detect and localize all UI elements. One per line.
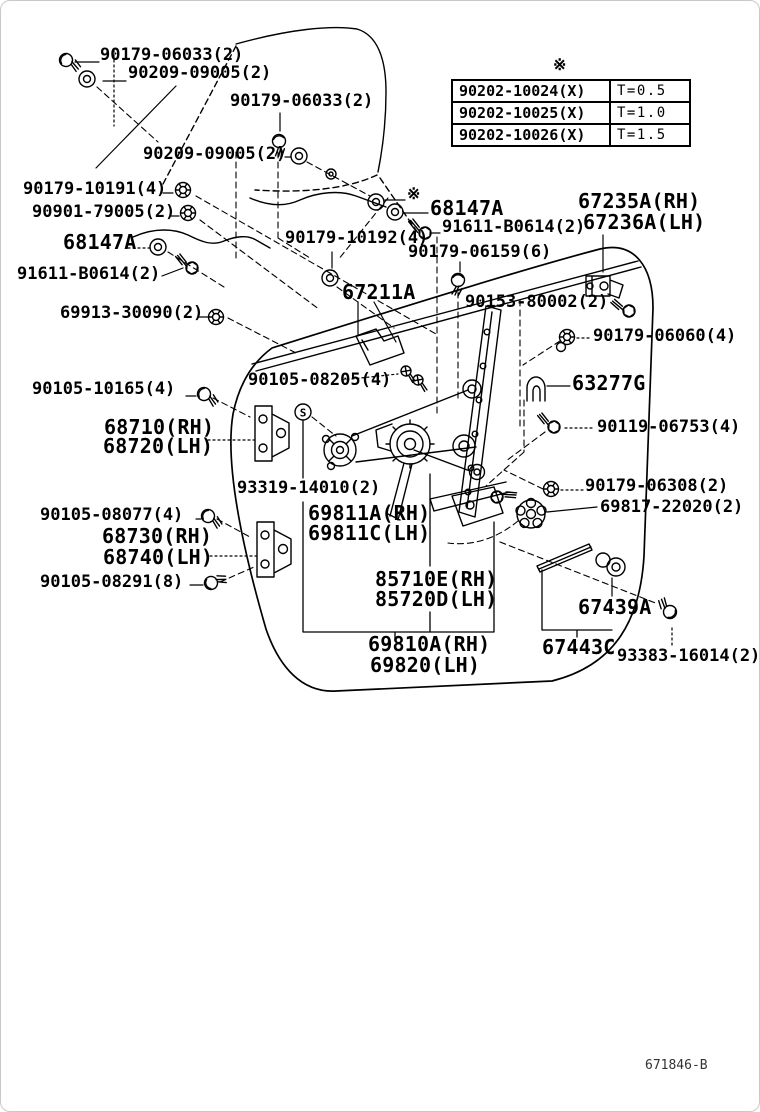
part-label: 85710E(RH): [375, 567, 498, 591]
part-label: 90179-06060(4): [593, 326, 737, 346]
table-thickness: T=1.5: [609, 125, 689, 145]
table-row: [453, 123, 689, 145]
part-label: 90179-10191(4): [23, 179, 167, 199]
part-label: 90105-08291(8): [40, 572, 184, 592]
part-label: 67211A: [342, 280, 416, 304]
nut-icon: [176, 183, 191, 198]
part-label: 68730(RH): [102, 524, 213, 548]
part-label: 69913-30090(2): [60, 303, 204, 323]
part-label: 91611-B0614(2): [442, 217, 586, 237]
part-label: 69810A(RH): [368, 632, 491, 656]
part-label: 90179-06159(6): [408, 242, 552, 262]
part-label: 68710(RH): [104, 415, 215, 439]
bolt-icon: [534, 411, 562, 436]
washer-icon: [291, 148, 307, 164]
table-row: [453, 101, 689, 123]
knob-69817: [516, 499, 546, 529]
screw-icon: [202, 570, 228, 591]
part-label: 90105-08205(4): [248, 370, 392, 390]
figure-code: 671846-B: [645, 1058, 708, 1073]
nut-icon: [209, 310, 224, 325]
part-label: 90179-06033(2): [100, 45, 244, 65]
part-label: 90179-10192(4): [285, 228, 429, 248]
s-marker-icon: [295, 404, 311, 420]
grommet-icon: [387, 204, 403, 220]
part-label: 69811C(LH): [308, 521, 431, 545]
part-label: 67236A(LH): [583, 210, 706, 234]
door-hinge-upper: [255, 406, 289, 461]
part-label: 90105-08077(4): [40, 505, 184, 525]
part-label: 68740(LH): [103, 545, 214, 569]
table-row: [453, 81, 689, 101]
part-label: 90179-06308(2): [585, 476, 729, 496]
part-label: 69811A(RH): [308, 501, 431, 525]
part-label: 85720D(LH): [375, 587, 498, 611]
part-label: 69820(LH): [370, 653, 481, 677]
part-label: 93319-14010(2): [237, 478, 381, 498]
reference-mark: ※: [407, 184, 421, 203]
part-label: 67235A(RH): [578, 189, 701, 213]
table-part-number: 90202-10024(X): [459, 82, 586, 100]
part-label: 68147A: [430, 196, 504, 220]
washer-icon: [322, 270, 338, 286]
part-label: 90179-06033(2): [230, 91, 374, 111]
thickness-table: [451, 79, 691, 147]
table-part-number: 90202-10026(X): [459, 126, 586, 144]
table-part-number: 90202-10025(X): [459, 104, 586, 122]
svg-text:S: S: [299, 406, 307, 420]
part-label: 67439A: [578, 595, 652, 619]
washer-icon: [79, 71, 95, 87]
part-label: 90209-09005(2): [143, 144, 287, 164]
part-label: 68720(LH): [103, 434, 214, 458]
bolt-icon: [608, 297, 637, 319]
part-label: 68147A: [63, 230, 137, 254]
part-label: 90119-06753(4): [597, 417, 741, 437]
clip-63277G: [527, 377, 545, 401]
part-label: 90153-80002(2): [465, 292, 609, 312]
grommet-icon: [150, 239, 166, 255]
part-label: 90105-10165(4): [32, 379, 176, 399]
screw-icon: [195, 385, 221, 408]
screw-icon: [411, 373, 432, 392]
reference-mark: ※: [553, 55, 567, 74]
screw-icon: [654, 596, 679, 621]
part-label: 63277G: [572, 371, 646, 395]
part-label: 90209-09005(2): [128, 63, 272, 83]
roller-67439A: [596, 553, 625, 576]
nut-icon: [181, 206, 196, 221]
part-label: 93383-16014(2): [617, 646, 760, 666]
part-label: 69817-22020(2): [600, 497, 744, 517]
part-label: 90901-79005(2): [32, 202, 176, 222]
guide-rail-67443C: [537, 544, 592, 572]
table-thickness: T=0.5: [609, 81, 689, 101]
part-label: 67443C: [542, 635, 616, 659]
part-label: 91611-B0614(2): [17, 264, 161, 284]
table-thickness: T=1.0: [609, 103, 689, 123]
door-hinge-lower: [257, 522, 291, 577]
nut-icon: [544, 482, 559, 497]
